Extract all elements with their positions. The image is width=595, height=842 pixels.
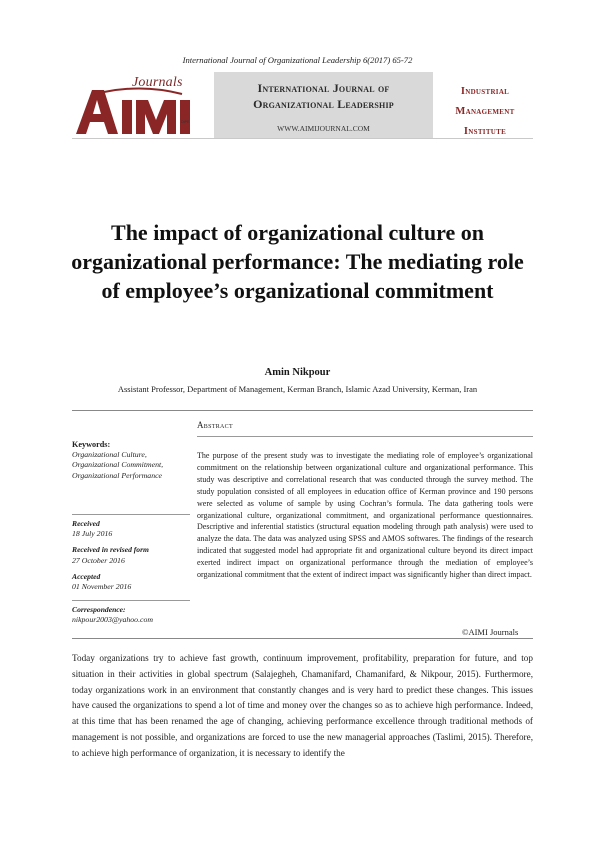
journal-name-box bbox=[214, 72, 433, 138]
aimi-logo bbox=[72, 72, 214, 138]
running-head: International Journal of Organizational Leadership 6(2017) 65-72 bbox=[182, 55, 413, 65]
journal-name-line1: International Journal of bbox=[257, 81, 390, 95]
keywords-block bbox=[72, 440, 190, 508]
revised-date: 27 October 2016 bbox=[72, 555, 125, 565]
author-affiliation: Assistant Professor, Department of Management, Kerman Branch, Islamic Azad University, Kerman, Iran bbox=[117, 384, 478, 394]
logo-journals-word: Journals bbox=[132, 75, 183, 90]
article-info-sidebar bbox=[72, 440, 190, 626]
article-title: The impact of organizational culture on organizational performance: The mediating role of employee’s organizational commitment bbox=[71, 220, 524, 303]
revised-label: Received in revised form bbox=[72, 545, 149, 555]
abstract-heading: Abstract bbox=[197, 420, 233, 430]
abstract-divider bbox=[197, 436, 533, 437]
institute-line1: Industrial bbox=[460, 86, 510, 97]
abstract-text: The purpose of the present study was to investigate the mediating role of employee’s organizational commitment on the relationship between organizational culture and organizational performance. This study was descriptive and correlational research that was conducted through the survey method. The study population consisted of all employees in education office of Kerman province and 190 persons were selected as volume of sample by using Cochran’s formula. The data gathering tools were organizational culture, organizational commitment, and organizational performance questionnaires. Descriptive and inferential statistics (structural equation modeling through path analysis) were used to analyze the data. The data was analyzed using SPSS and AMOS softwares. The findings of the research indicated that suggested model had appropriate fit and organizational culture beyond its direct impact exerted indirect impact on organizational performance through the mediation of employee’s organizational commitment that the extent of indirect impact was significantly higher than direct impact. bbox=[197, 451, 533, 580]
keywords-label: Keywords: bbox=[72, 440, 111, 449]
sidebar-divider bbox=[72, 600, 190, 601]
copyright-notice: ©AIMI Journals bbox=[462, 627, 519, 637]
received-date: 18 July 2016 bbox=[72, 529, 113, 539]
accepted-label: Accepted bbox=[72, 571, 101, 581]
logo-small-text: DIPE bbox=[181, 120, 190, 124]
divider-top bbox=[72, 410, 533, 411]
accepted-date: 01 November 2016 bbox=[72, 582, 132, 592]
body-paragraph: Today organizations try to achieve fast growth, continuum improvement, profitability, preparation for future, and top situation in their activities in global spectrum (Salajegheh, Chamanifard, Chamanifard, & Nikpour, 2015). Furthermore, today organizations work in an environment that constantly changes and is very hard to predict these changes. This issues have caused the organizations to spend a lot of time and money over the changes so as to achieve high performance. Indeed, at this time that has been renamed the age of changing, achieving performance excellence through traditional methods of management is not possible, and organizations are forced to use the new managerial approaches (Taslimi, 2015). Therefore, to achieve high performance of organization, it is necessary to identify the bbox=[72, 653, 533, 758]
institute-line3: Institute bbox=[463, 126, 507, 137]
journal-name-line2: Organizational Leadership bbox=[253, 97, 394, 111]
received-label: Received bbox=[72, 519, 100, 528]
aimi-logo-graphic bbox=[74, 86, 194, 136]
institute-name bbox=[437, 82, 533, 142]
journal-url[interactable]: WWW.AIMIJOURNAL.COM bbox=[277, 124, 370, 133]
journal-banner bbox=[72, 72, 533, 139]
author-name: Amin Nikpour bbox=[264, 367, 331, 378]
sidebar-divider bbox=[72, 514, 190, 515]
correspondence-email[interactable]: nikpour2003@yahoo.com bbox=[72, 615, 154, 625]
institute-line2: Management bbox=[455, 106, 515, 117]
institute-box bbox=[433, 72, 533, 138]
divider-bottom bbox=[72, 638, 533, 639]
correspondence-label: Correspondence: bbox=[72, 605, 126, 615]
journal-name bbox=[214, 80, 433, 112]
keywords-list: Organizational Culture, Organizational Commitment, Organizational Performance bbox=[72, 450, 164, 480]
